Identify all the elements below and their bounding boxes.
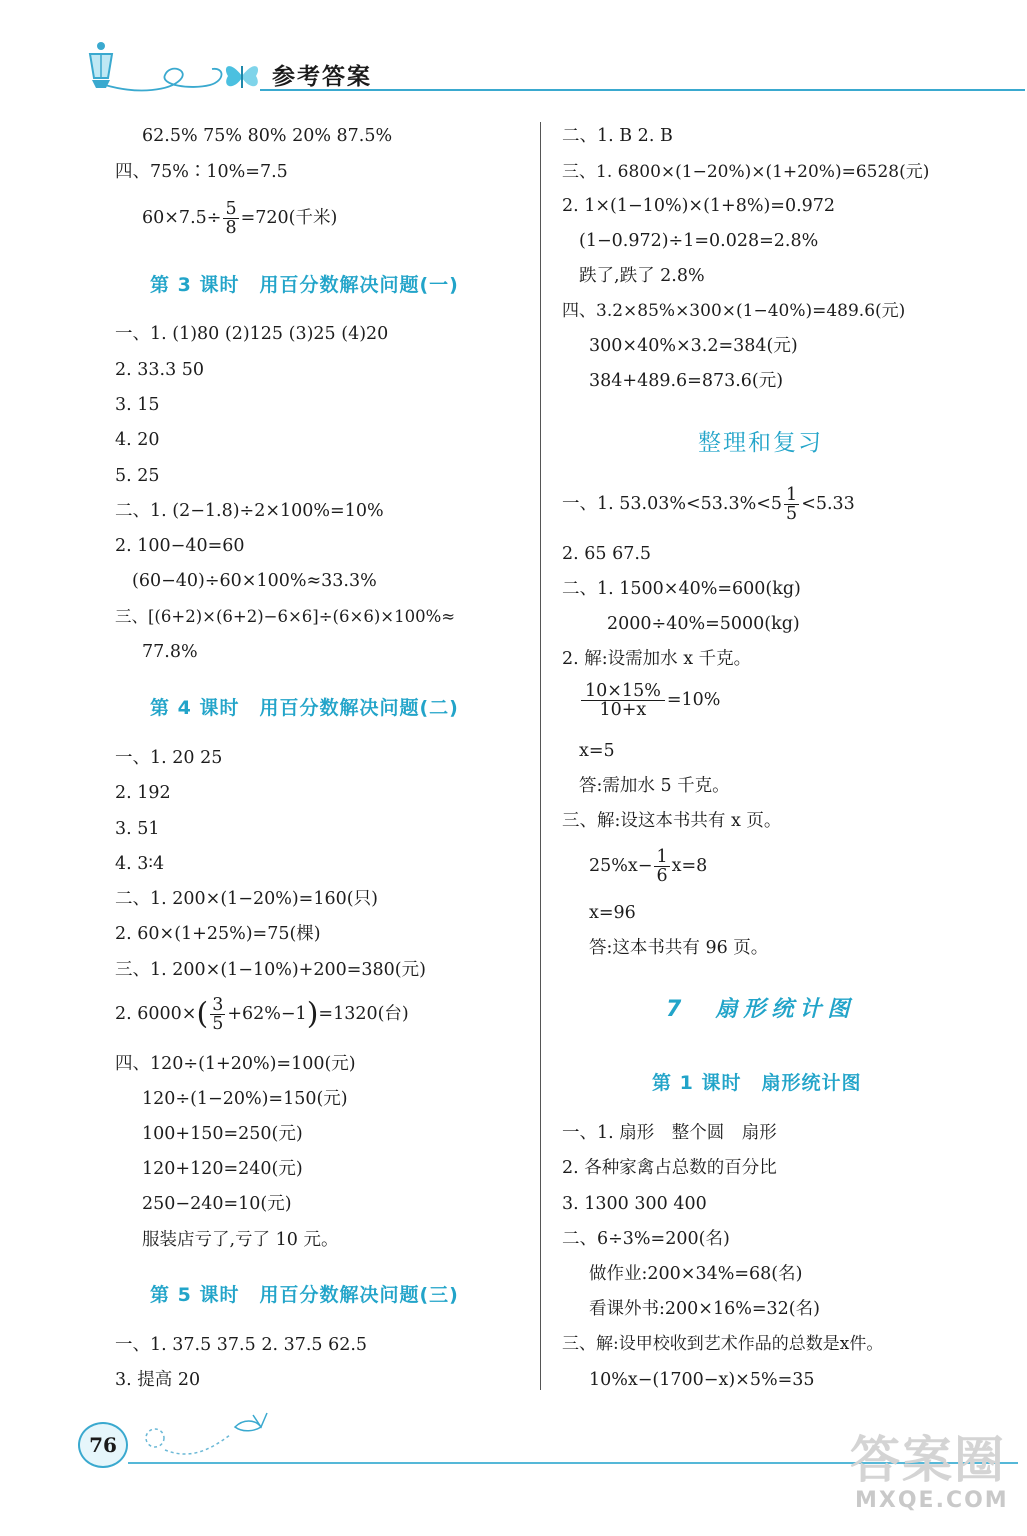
answer-line: 100+150=250(元): [142, 1124, 303, 1144]
watermark-logo: 答案圈: [850, 1431, 1006, 1489]
answer-line: 4. 3∶4: [115, 854, 165, 874]
chapter-number: 7: [666, 997, 688, 1022]
answer-line: 300×40%×3.2=384(元): [589, 336, 798, 356]
section-heading: 第 1 课时 扇形统计图: [652, 1072, 862, 1094]
text-segment: x=8: [671, 856, 708, 876]
answer-line: 看课外书:200×16%=32(名): [589, 1299, 820, 1319]
fraction-numerator: 1: [656, 847, 668, 867]
answer-line: 2. 60×(1+25%)=75(棵): [115, 924, 321, 944]
answer-line: 62.5% 75% 80% 20% 87.5%: [142, 126, 393, 146]
left-paren: (: [196, 996, 209, 1032]
answer-line: 384+489.6=873.6(元): [589, 371, 784, 391]
text-segment: =10%: [666, 690, 721, 710]
answer-line: 2. 1×(1−10%)×(1+8%)=0.972: [562, 196, 836, 216]
answer-line: (60−40)÷60×100%≈33.3%: [132, 571, 377, 591]
answer-line: 120+120=240(元): [142, 1159, 303, 1179]
answer-line: 2000÷40%=5000(kg): [607, 614, 800, 634]
answer-line: 2. 33.3 50: [115, 360, 205, 380]
fraction: [223, 200, 238, 237]
answer-line: 二、1. 1500×40%=600(kg): [562, 579, 801, 599]
chapter-heading: [666, 992, 855, 1023]
answer-line: 一、1. (1)80 (2)125 (3)25 (4)20: [115, 324, 389, 344]
answer-line: 做作业:200×34%=68(名): [589, 1264, 803, 1284]
page-header: [0, 0, 1027, 110]
answer-line: 服装店亏了,亏了 10 元。: [142, 1230, 339, 1250]
fraction: [581, 682, 665, 719]
answer-line: 三、1. 6800×(1−20%)×(1+20%)=6528(元): [562, 162, 930, 182]
answer-line: 三、1. 200×(1−10%)+200=380(元): [115, 960, 426, 980]
text-segment: 2. 6000×: [115, 1004, 197, 1024]
fraction-denominator: 5: [786, 504, 798, 524]
answer-line: 四、75%∶10%=7.5: [115, 162, 288, 182]
answer-line: 答:这本书共有 96 页。: [589, 938, 769, 958]
watermark-url: MXQE.COM: [855, 1488, 1009, 1513]
answer-line: x=5: [579, 741, 615, 761]
answer-line: 3. 1300 300 400: [562, 1194, 707, 1214]
fraction: [210, 996, 225, 1033]
text-segment: 60×7.5÷: [142, 208, 222, 228]
answer-line: 5. 25: [115, 466, 160, 486]
header-title: 参考答案: [272, 64, 372, 90]
answer-line: 一、1. 20 25: [115, 748, 223, 768]
answer-line: 3. 51: [115, 819, 160, 839]
answer-line: 答:需加水 5 千克。: [579, 776, 730, 796]
answer-line: 二、1. 200×(1−20%)=160(只): [115, 889, 378, 909]
fraction-numerator: 1: [786, 485, 798, 505]
answer-line: 10%x−(1700−x)×5%=35: [589, 1370, 815, 1390]
answer-line: 二、1. (2−1.8)÷2×100%=10%: [115, 501, 384, 521]
text-segment: +62%−1: [227, 1004, 307, 1024]
page-number: 76: [78, 1422, 128, 1468]
answer-line-fraction: [115, 996, 409, 1033]
answer-line: 77.8%: [142, 642, 198, 662]
answer-line: 四、120÷(1+20%)=100(元): [115, 1054, 356, 1074]
section-heading: 整理和复习: [698, 430, 823, 456]
answer-line: 3. 15: [115, 395, 160, 415]
section-heading: 第 4 课时 用百分数解决问题(二): [150, 697, 459, 719]
text-segment: =720(千米): [240, 208, 338, 228]
answer-line: 2. 65 67.5: [562, 544, 652, 564]
fraction: [654, 848, 669, 885]
fraction-denominator: 8: [225, 218, 237, 238]
answer-line-fraction: [562, 486, 855, 523]
answer-line: 三、解:设这本书共有 x 页。: [562, 811, 782, 831]
answer-line: 4. 20: [115, 430, 160, 450]
answer-line: 二、1. B 2. B: [562, 126, 673, 146]
fraction: [784, 486, 799, 523]
text-segment: =1320(台): [318, 1004, 409, 1024]
fraction-numerator: 3: [212, 995, 224, 1015]
text-segment: <5.33: [801, 494, 855, 514]
fraction-denominator: 6: [656, 866, 668, 886]
answer-line: 250−240=10(元): [142, 1194, 292, 1214]
answer-line: 3. 提高 20: [115, 1370, 201, 1390]
answer-line: 2. 192: [115, 783, 171, 803]
answer-line-fraction: [579, 682, 720, 719]
answer-line: 2. 各种家禽占总数的百分比: [562, 1158, 777, 1178]
text-segment: 一、1. 53.03%<53.3%<5: [562, 494, 783, 514]
answer-line: x=96: [589, 903, 636, 923]
text-segment: 25%x−: [589, 856, 653, 876]
answer-line: (1−0.972)÷1=0.028=2.8%: [579, 231, 819, 251]
answer-line: 二、6÷3%=200(名): [562, 1229, 730, 1249]
dotted-trail-icon: [135, 1405, 275, 1460]
answer-line: 一、1. 扇形 整个圆 扇形: [562, 1123, 777, 1143]
answer-line: 一、1. 37.5 37.5 2. 37.5 62.5: [115, 1335, 368, 1355]
fraction-numerator: 5: [225, 199, 237, 219]
answer-line: 三、解:设甲校收到艺术作品的总数是x件。: [562, 1334, 884, 1354]
answer-line: 四、3.2×85%×300×(1−40%)=489.6(元): [562, 301, 906, 321]
answer-line: 2. 100−40=60: [115, 536, 245, 556]
fraction-denominator: 5: [212, 1014, 224, 1034]
answer-line: 2. 解:设需加水 x 千克。: [562, 649, 752, 669]
answer-line-fraction: [142, 200, 337, 237]
column-divider: [540, 122, 541, 1390]
fraction-numerator: 10×15%: [581, 682, 665, 701]
section-heading: 第 5 课时 用百分数解决问题(三): [150, 1284, 459, 1306]
chapter-title: 扇形统计图: [715, 997, 856, 1022]
answer-line-fraction: [589, 848, 707, 885]
right-paren: ): [306, 996, 319, 1032]
fraction-denominator: 10+x: [599, 700, 647, 720]
answer-line: 120÷(1−20%)=150(元): [142, 1089, 348, 1109]
section-heading: 第 3 课时 用百分数解决问题(一): [150, 274, 459, 296]
butterfly-icon: [222, 58, 262, 94]
answer-line: 跌了,跌了 2.8%: [579, 266, 705, 286]
answer-line: 三、[(6+2)×(6+2)−6×6]÷(6×6)×100%≈: [115, 607, 456, 626]
